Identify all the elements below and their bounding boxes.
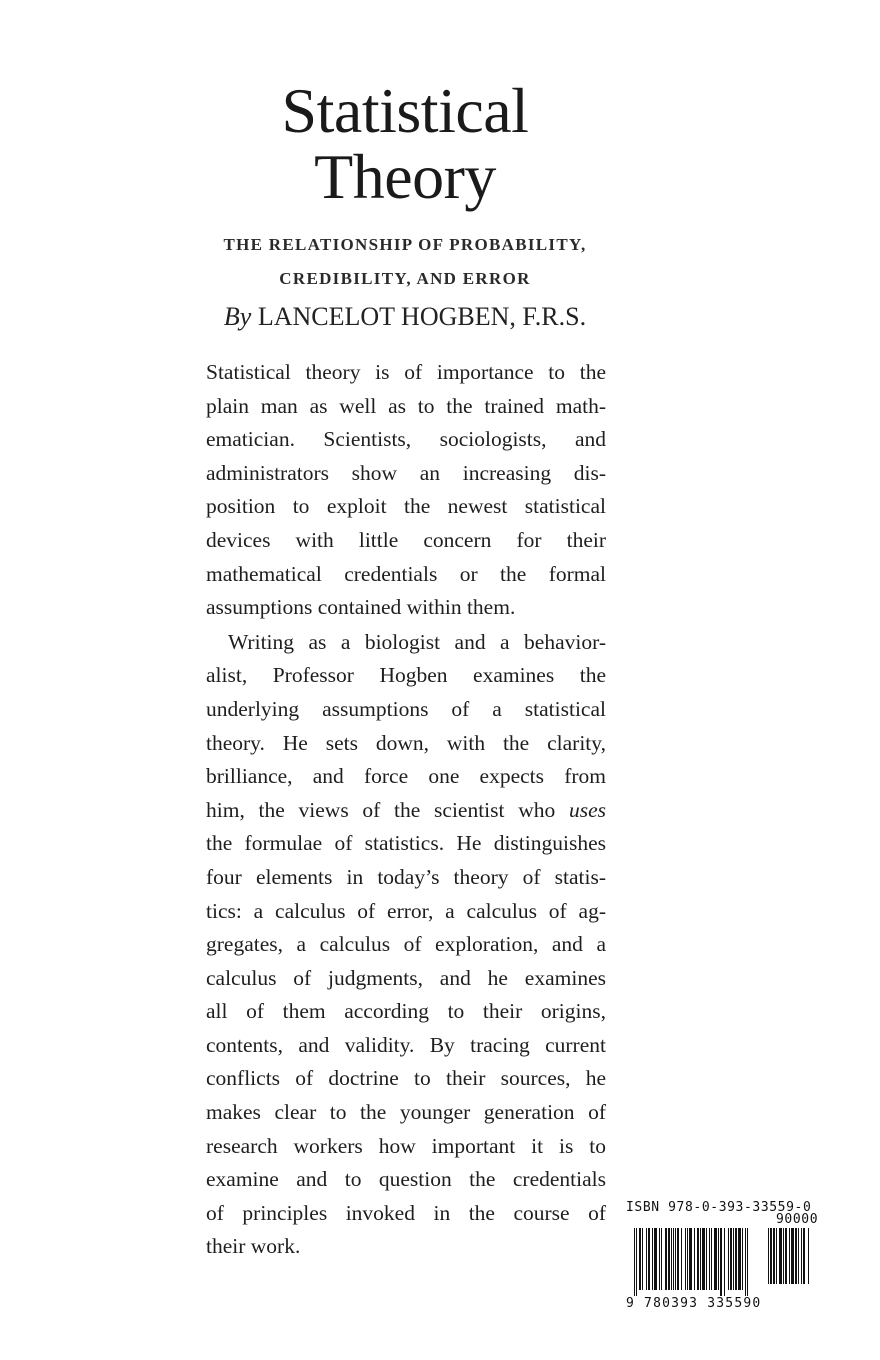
blurb-line: contents, and validity. By tracing current	[206, 1032, 606, 1057]
barcode-bar	[697, 1228, 699, 1290]
barcode-bar	[661, 1228, 662, 1290]
author-name: LANCELOT HOGBEN, F.R.S.	[257, 302, 587, 331]
blurb-line: Writing as a biologist and a behavior-	[228, 629, 606, 654]
blurb-line: examine and to question the credentials	[206, 1167, 606, 1192]
barcode-bar	[665, 1228, 667, 1290]
blurb-line: research workers how important it is to	[206, 1133, 606, 1158]
blurb-line: plain man as well as to the trained math-	[206, 393, 606, 418]
barcode-bar	[709, 1228, 710, 1290]
blurb-line: alist, Professor Hogben examines the	[206, 663, 606, 688]
blurb-line: gregates, a calculus of exploration, and a	[206, 932, 606, 957]
barcode-bar	[673, 1228, 674, 1290]
blurb-line: underlying assumptions of a statistical	[206, 696, 606, 721]
barcode-bar	[783, 1228, 784, 1284]
blurb-line: tics: a calculus of error, a calculus of ag-	[206, 898, 606, 923]
blurb-line: four elements in today’s theory of statis-	[206, 864, 606, 889]
barcode-bar	[668, 1228, 670, 1290]
barcode-bar	[803, 1228, 805, 1284]
barcode-bar	[652, 1228, 653, 1290]
ean-barcode-bars	[634, 1228, 762, 1296]
barcode-bar	[671, 1228, 672, 1290]
barcode-bar	[773, 1228, 775, 1284]
barcode-bar	[789, 1228, 790, 1284]
barcode-bar	[742, 1228, 743, 1290]
blurb-line: their work.	[206, 1234, 301, 1259]
book-subtitle	[200, 228, 610, 296]
barcode-bar	[646, 1228, 647, 1290]
barcode-bar	[648, 1228, 650, 1290]
barcode-bar	[770, 1228, 772, 1284]
price-code: 90000	[776, 1212, 819, 1227]
barcode-bar	[798, 1228, 799, 1284]
blurb-line: of principles invoked in the course of	[206, 1200, 606, 1225]
barcode-bar	[733, 1228, 734, 1290]
barcode-bar	[634, 1228, 635, 1296]
barcode-bar	[702, 1228, 705, 1290]
barcode-bar	[711, 1228, 712, 1290]
barcode-bar	[659, 1228, 660, 1290]
blurb-line: the formulae of statistics. He distinguishes	[206, 831, 606, 856]
barcode-bar	[720, 1228, 722, 1296]
blurb-line-with-emphasis	[206, 794, 606, 828]
barcode-bar	[694, 1228, 695, 1290]
emphasized-word: uses	[568, 797, 606, 822]
barcode-bar	[791, 1228, 794, 1284]
blurb-line: devices with little concern for their	[206, 527, 606, 552]
barcode-bar	[728, 1228, 729, 1290]
blurb-line: brilliance, and force one expects from	[206, 764, 606, 789]
barcode-bar	[745, 1228, 746, 1296]
subtitle-line-1: THE RELATIONSHIP OF PROBABILITY,	[223, 235, 587, 254]
barcode-bar	[747, 1228, 748, 1296]
barcode-bar	[685, 1228, 686, 1290]
blurb-paragraph-1	[206, 356, 606, 625]
barcode-bar	[724, 1228, 725, 1296]
blurb-paragraph-2	[206, 626, 606, 1264]
author-prefix: By	[223, 302, 252, 331]
barcode-bar	[642, 1228, 643, 1290]
blurb-line: position to exploit the newest statistical	[206, 494, 606, 519]
barcode-bar	[795, 1228, 797, 1284]
blurb-line: Statistical theory is of importance to the	[206, 360, 606, 384]
barcode-bar	[768, 1228, 769, 1284]
blurb-line: theory. He sets down, with the clarity,	[206, 730, 606, 755]
barcode-bar	[681, 1228, 682, 1290]
barcode-bar	[801, 1228, 802, 1284]
barcode-bar	[687, 1228, 688, 1290]
blurb-line: assumptions contained within them.	[206, 595, 516, 620]
title-line-1: Statistical	[281, 75, 529, 146]
barcode-bar	[639, 1228, 641, 1290]
blurb-text	[206, 356, 606, 1264]
blurb-line: ematician. Scientists, sociologists, and	[206, 427, 606, 452]
barcode-bar	[779, 1228, 782, 1284]
isbn-number: ISBN 978-0-393-33559-0	[626, 1200, 812, 1215]
barcode-bar	[808, 1228, 809, 1284]
subtitle-line-2: CREDIBILITY, AND ERROR	[279, 269, 531, 288]
title-line-2: Theory	[314, 141, 496, 212]
barcode-bar	[654, 1228, 657, 1290]
author-line	[200, 300, 610, 334]
barcode-bar	[735, 1228, 737, 1290]
blurb-text-fragment: him, the views of the scientist who	[206, 797, 569, 822]
barcode-bar	[738, 1228, 741, 1290]
blurb-line: conflicts of doctrine to their sources, he	[206, 1066, 606, 1091]
barcode-bar	[785, 1228, 787, 1284]
blurb-line: all of them according to their origins,	[206, 999, 606, 1024]
barcode-bar	[675, 1228, 676, 1290]
blurb-line: administrators show an increasing dis-	[206, 460, 606, 485]
barcode-bar	[700, 1228, 701, 1290]
isbn-barcode	[626, 1200, 830, 1316]
barcode-bar	[689, 1228, 692, 1290]
book-title	[200, 75, 610, 212]
barcode-bar	[718, 1228, 719, 1290]
barcode-bar	[730, 1228, 732, 1290]
ean-digits: 9 780393 335590	[626, 1296, 762, 1311]
barcode-bar	[714, 1228, 717, 1290]
barcode-bar	[677, 1228, 679, 1290]
barcode-bar	[776, 1228, 777, 1284]
barcode-bar	[636, 1228, 637, 1296]
blurb-line: makes clear to the younger generation of	[206, 1100, 606, 1125]
addon-barcode-bars	[768, 1228, 828, 1296]
barcode-bar	[706, 1228, 707, 1290]
blurb-line: calculus of judgments, and he examines	[206, 965, 606, 990]
blurb-line: mathematical credentials or the formal	[206, 561, 606, 586]
